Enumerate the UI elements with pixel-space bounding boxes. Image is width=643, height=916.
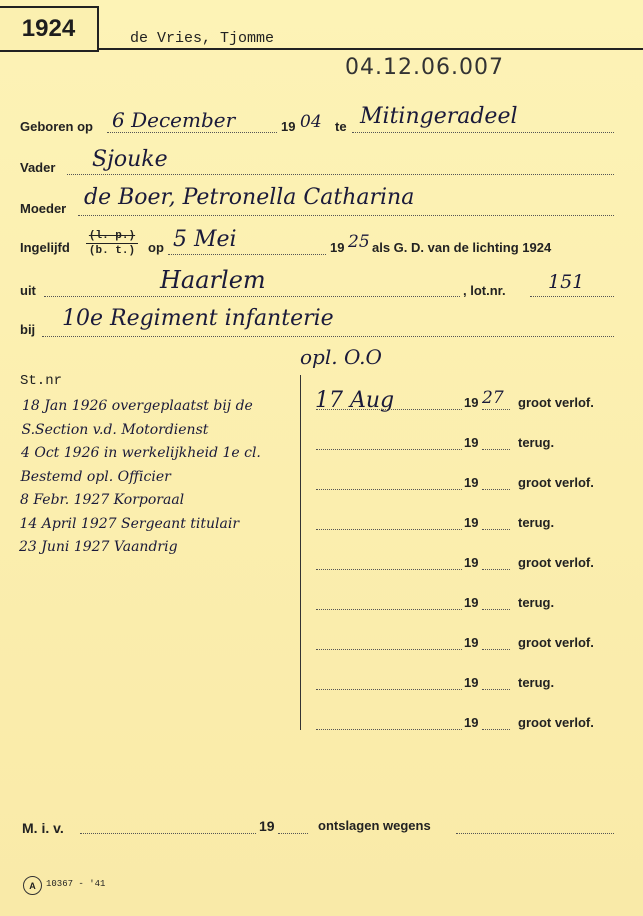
person-name: de Vries, Tjomme [130, 30, 275, 47]
verlof-year-line [482, 649, 510, 650]
vader-label: Vader [20, 160, 56, 175]
verlof-date-line [316, 409, 462, 410]
verlof-row-label: terug. [518, 595, 555, 610]
ingelijfd-date: 5 Mei [173, 227, 237, 252]
verlof-first-year-suffix: 27 [482, 388, 504, 408]
verlof-year-prefix: 19 [464, 635, 479, 650]
footer-year-prefix: 19 [259, 818, 275, 834]
print-code: 10367 - '41 [46, 879, 106, 889]
ingelijfd-date-line [168, 254, 326, 255]
ingelijfd-label: Ingelijfd [20, 240, 70, 255]
geboren-year-prefix: 19 [281, 119, 296, 134]
verlof-year-prefix: 19 [464, 435, 479, 450]
lotnr-value: 151 [548, 271, 585, 293]
miv-label: M. i. v. [22, 820, 64, 836]
ontslagen-line [456, 833, 614, 834]
op-label: op [148, 240, 164, 255]
verlof-first-date: 17 Aug [315, 388, 395, 413]
ingelijfd-year-prefix: 19 [330, 240, 345, 255]
year-box [0, 6, 99, 52]
verlof-date-line [316, 449, 462, 450]
verlof-date-line [316, 609, 462, 610]
stnr-entry: 8 Febr. 1927 Korporaal [20, 492, 185, 508]
logo-letter: A [29, 880, 36, 891]
header-rule [97, 48, 643, 50]
moeder-value: de Boer, Petronella Catharina [84, 185, 415, 210]
verlof-date-line [316, 569, 462, 570]
geboren-label: Geboren op [20, 119, 93, 134]
printer-logo [23, 876, 42, 895]
column-divider [300, 375, 301, 730]
geboren-place: Mitingeradeel [360, 104, 518, 129]
lotnr-line [530, 296, 614, 297]
verlof-year-prefix: 19 [464, 675, 479, 690]
verlof-year-line [482, 609, 510, 610]
verlof-year-prefix: 19 [464, 595, 479, 610]
verlof-year-line [482, 569, 510, 570]
vader-value: Sjouke [92, 147, 168, 172]
verlof-year-line [482, 529, 510, 530]
verlof-year-line [482, 489, 510, 490]
verlof-row-label: terug. [518, 675, 555, 690]
verlof-row-label: groot verlof. [518, 715, 594, 730]
verlof-year-line [482, 449, 510, 450]
fraction-top: (l. p.) [88, 230, 136, 242]
verlof-row-label: groot verlof. [518, 635, 594, 650]
moeder-line [78, 215, 614, 216]
moeder-label: Moeder [20, 201, 67, 216]
verlof-date-line [316, 649, 462, 650]
verlof-year-prefix: 19 [464, 715, 479, 730]
geboren-date: 6 December [112, 108, 236, 132]
bij-value-2: opl. O.O [300, 345, 382, 369]
bij-value: 10e Regiment infanterie [62, 306, 334, 331]
verlof-year-line [482, 689, 510, 690]
verlof-year-line [482, 409, 510, 410]
stnr-entry: 4 Oct 1926 in werkelijkheid 1e cl. [21, 445, 261, 461]
verlof-year-prefix: 19 [464, 555, 479, 570]
bij-line [42, 336, 614, 337]
lichting-text: als G. D. van de lichting 1924 [372, 240, 552, 255]
uit-line [44, 296, 460, 297]
verlof-row-label: groot verlof. [518, 395, 594, 410]
stnr-entry: Bestemd opl. Officier [20, 468, 171, 485]
geboren-date-line [107, 132, 277, 133]
verlof-row-label: terug. [518, 515, 555, 530]
te-label: te [335, 119, 347, 134]
ontslagen-label: ontslagen wegens [318, 818, 431, 833]
verlof-row-label: terug. [518, 435, 555, 450]
verlof-date-line [316, 529, 462, 530]
uit-label: uit [20, 283, 36, 298]
lotnr-label: , lot.nr. [463, 283, 506, 298]
stnr-entry: 23 Juni 1927 Vaandrig [19, 539, 178, 555]
stnr-entry: 18 Jan 1926 overgeplaatst bij de [22, 398, 253, 414]
verlof-date-line [316, 729, 462, 730]
verlof-year-line [482, 729, 510, 730]
geboren-year-suffix: 04 [300, 112, 322, 132]
verlof-year-prefix: 19 [464, 395, 479, 410]
ingelijfd-year-suffix: 25 [348, 232, 370, 252]
verlof-row-label: groot verlof. [518, 555, 594, 570]
stnr-entry: 14 April 1927 Sergeant titulair [19, 515, 240, 532]
verlof-row-label: groot verlof. [518, 475, 594, 490]
geboren-place-line [352, 132, 614, 133]
verlof-year-prefix: 19 [464, 475, 479, 490]
fraction-bottom: (b. t.) [86, 243, 138, 258]
stnr-entry: S.Section v.d. Motordienst [21, 421, 209, 438]
footer-year-line [278, 833, 308, 834]
vader-line [67, 174, 614, 175]
ingelijfd-fraction [86, 229, 138, 258]
year-label: 1924 [21, 15, 76, 42]
verlof-date-line [316, 489, 462, 490]
miv-line [80, 833, 256, 834]
uit-value: Haarlem [160, 266, 266, 294]
stnr-label: St.nr [20, 373, 63, 389]
verlof-date-line [316, 689, 462, 690]
bij-label: bij [20, 322, 36, 337]
reference-number: 04.12.06.007 [345, 55, 504, 80]
verlof-year-prefix: 19 [464, 515, 479, 530]
